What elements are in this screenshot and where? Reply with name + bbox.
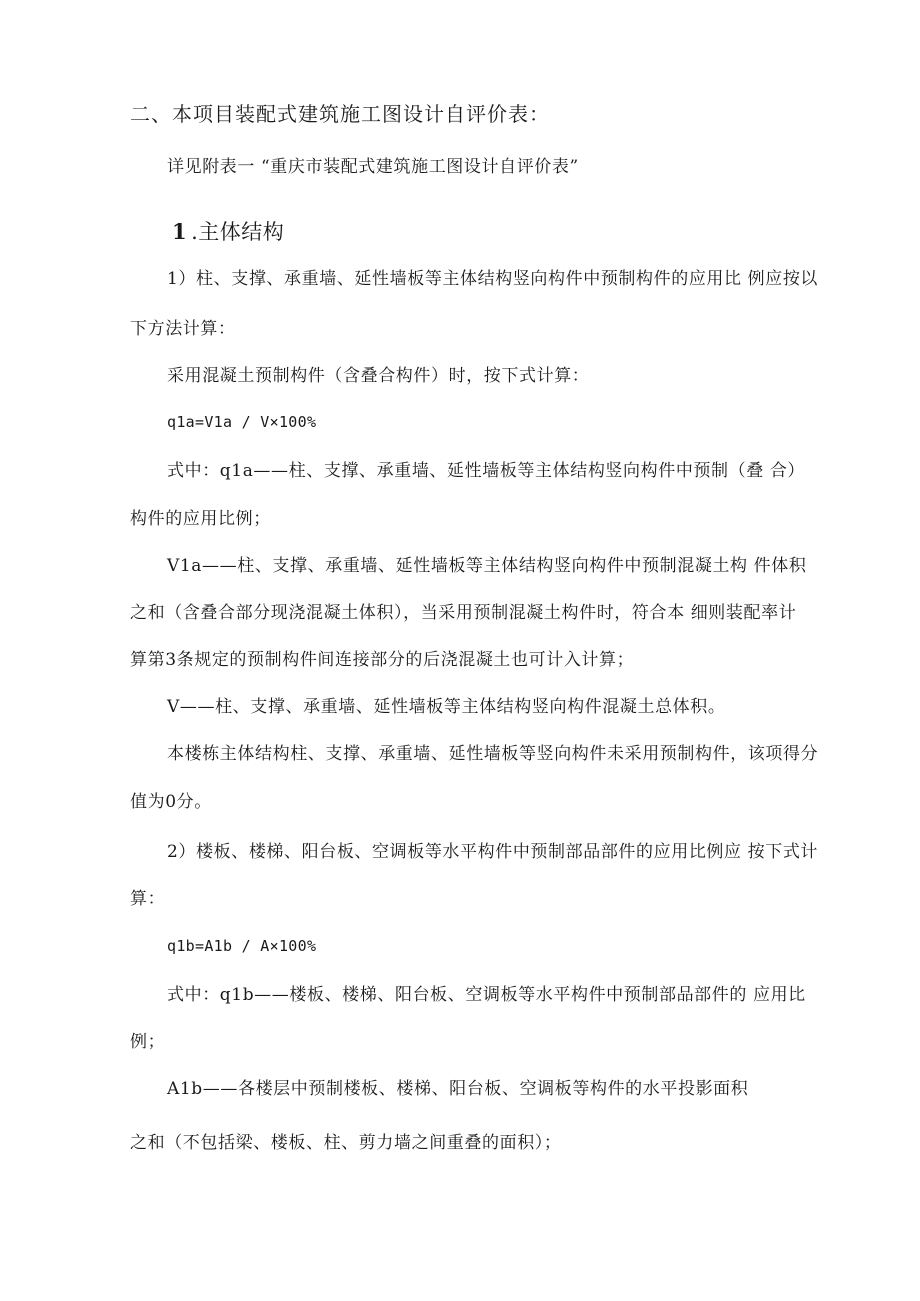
item1-def-v1a-line2: 之和（含叠合部分现浇混凝土体积），当采用预制混凝土构件时，符合本 细则装配率计 (130, 603, 797, 623)
item1-conclusion-line2: 值为0分。 (130, 792, 212, 812)
item1-intro-line1: 1）柱、支撑、承重墙、延性墙板等主体结构竖向构件中预制构件的应用比 例应按以 (167, 269, 819, 289)
reference-line: 详见附表一 “重庆市装配式建筑施工图设计自评价表” (167, 157, 579, 177)
item1-intro-line2: 下方法计算： (130, 319, 236, 339)
item1-def-q1a-line2: 构件的应用比例； (130, 509, 271, 529)
item2-def-q1b-line1: 式中：q1b——楼板、楼梯、阳台板、空调板等水平构件中预制部品部件的 应用比 (167, 985, 806, 1005)
section-heading: 二、本项目装配式建筑施工图设计自评价表： (130, 102, 550, 126)
subsection-title: .主体结构 (191, 220, 285, 244)
item2-intro-line1: 2）楼板、楼梯、阳台板、空调板等水平构件中预制部品部件的应用比例应 按下式计 (167, 842, 819, 862)
item2-intro-line2: 算： (130, 889, 166, 909)
item1-def-q1a-line1: 式中：q1a——柱、支撑、承重墙、延性墙板等主体结构竖向构件中预制（叠 合） (167, 461, 806, 481)
item2-def-a1b-line1: A1b——各楼层中预制楼板、楼梯、阳台板、空调板等构件的水平投影面积 (167, 1079, 749, 1099)
item1-conclusion-line1: 本楼栋主体结构柱、支撑、承重墙、延性墙板等竖向构件未采用预制构件，该项得分 (167, 744, 819, 764)
subsection-heading (172, 221, 284, 243)
subsection-number: 1 (172, 219, 188, 244)
item2-def-q1b-line2: 例； (130, 1032, 166, 1052)
item1-method: 采用混凝土预制构件（含叠合构件）时，按下式计算： (167, 366, 590, 386)
item1-def-v1a-line3: 算第3条规定的预制构件间连接部分的后浇混凝土也可计入计算； (130, 650, 635, 670)
item1-def-v1a-line1: V1a——柱、支撑、承重墙、延性墙板等主体结构竖向构件中预制混凝土构 件体积 (167, 556, 807, 576)
item1-def-v: V——柱、支撑、承重墙、延性墙板等主体结构竖向构件混凝土总体积。 (167, 697, 726, 717)
item1-formula: q1a=V1a / V×100% (167, 413, 317, 431)
item2-formula: q1b=A1b / A×100% (167, 937, 317, 955)
item2-def-a1b-line2: 之和（不包括梁、楼板、柱、剪力墙之间重叠的面积）； (130, 1133, 562, 1153)
